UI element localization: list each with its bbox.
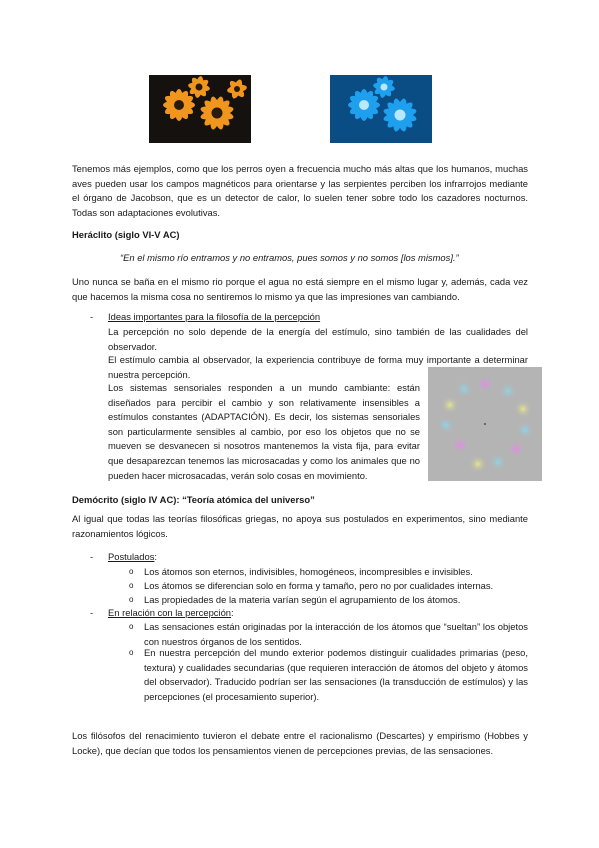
relacion-colon: : xyxy=(231,607,234,618)
circle-bullet: o xyxy=(129,595,134,604)
ideas-p2: El estímulo cambia al observador, la experiencia contribuye de forma muy importante a determinar nuestra percepción. xyxy=(108,354,528,380)
relacion-item: Las sensaciones están originadas por la interacción de los átomos que “sueltan” los objetos con nuestros órganos de los sentidos. xyxy=(144,621,528,647)
relacion-item: En nuestra percepción del mundo exterior podemos distinguir cualidades primarias (peso, textura) y cualidades secundarias (que requieren interacción de átomos del objeto y átomos del observador). Traducido podrían ser las sensaciones (la transducción de estímulos) y las percepciones (el procesamiento superior). xyxy=(144,647,528,702)
illusion-graphic xyxy=(428,367,542,481)
circle-bullet: o xyxy=(129,567,134,576)
democrito-paragraph: Al igual que todas las teorías filosóficas griegas, no apoya sus postulados en experimentos, sino mediante razonamientos lógicos. xyxy=(72,513,528,539)
flowers-orange-graphic xyxy=(149,75,251,143)
flowers-orange-image xyxy=(149,75,251,143)
ideas-p1: La percepción no solo depende de la energía del estímulo, sino también de las cualidades del observador. xyxy=(108,326,528,352)
relacion-dash: - xyxy=(90,607,94,618)
flowers-blue-graphic xyxy=(330,75,432,143)
relacion-title: En relación con la percepción xyxy=(108,607,231,618)
circle-bullet: o xyxy=(129,622,134,631)
heraclito-quote: “En el mismo río entramos y no entramos, pues somos y no somos [los mismos].” xyxy=(120,252,459,263)
heraclito-heading: Heráclito (siglo VI-V AC) xyxy=(72,229,180,240)
intro-paragraph: Tenemos más ejemplos, como que los perros oyen a frecuencia mucho más altas que los humanos, muchas aves pueden usar los campos magnéticos para orientarse y las serpientes perciben los infrarrojos mediante el órgano de Jacobson, que es un detector de calor, lo suelen tener sobre todo los cazadores nocturnos. Todas son adaptaciones evolutivas. xyxy=(72,163,528,218)
postulados-title: Postulados xyxy=(108,551,155,562)
postulados-dash: - xyxy=(90,551,94,562)
closing-paragraph: Los filósofos del renacimiento tuvieron el debate entre el racionalismo (Descartes) y empirismo (Hobbes y Locke), que decían que todos los pensamientos vienen de percepciones previas, de las sensaciones. xyxy=(72,730,528,756)
ideas-p3: Los sistemas sensoriales responden a un mundo cambiante: están diseñados para percibir el cambio y son relativamente insensibles a estímulos constantes (ADAPTACIÓN). Es decir, los sistemas sensoriales son particularmente sensibles al cambio, por eso los objetos que no se mueven se desvanecen si nosotros mantenemos la vista fija, para evitar que desaparezcan tenemos las microsacadas y como los animales que no pueden hacer microsacadas, verán solo cosas en movimiento. xyxy=(108,382,420,481)
postulado-item: Los átomos se diferencian solo en forma y tamaño, pero no por cualidades internas. xyxy=(144,580,494,591)
relacion-title-line xyxy=(108,606,234,621)
democrito-heading: Demócrito (siglo IV AC): “Teoría atómica del universo” xyxy=(72,494,315,505)
heraclito-paragraph: Uno nunca se baña en el mismo rio porque el agua no está siempre en el mismo lugar y, además, cada vez que hacemos la misma cosa no sentiremos lo mismo ya que las impresiones van cambiando. xyxy=(72,276,528,302)
flowers-blue-image xyxy=(330,75,432,143)
postulados-title-line xyxy=(108,550,157,565)
circle-bullet: o xyxy=(129,648,134,657)
postulado-item: Las propiedades de la materia varían según el agrupamiento de los átomos. xyxy=(144,594,461,605)
ideas-title: Ideas importantes para la filosofía de la percepción xyxy=(108,311,321,322)
peripheral-fading-illusion-image xyxy=(428,367,542,481)
postulados-colon: : xyxy=(154,551,157,562)
bullet-dash: - xyxy=(90,311,94,322)
postulado-item: Los átomos son eternos, indivisibles, homogéneos, incompresibles e invisibles. xyxy=(144,566,473,577)
circle-bullet: o xyxy=(129,581,134,590)
